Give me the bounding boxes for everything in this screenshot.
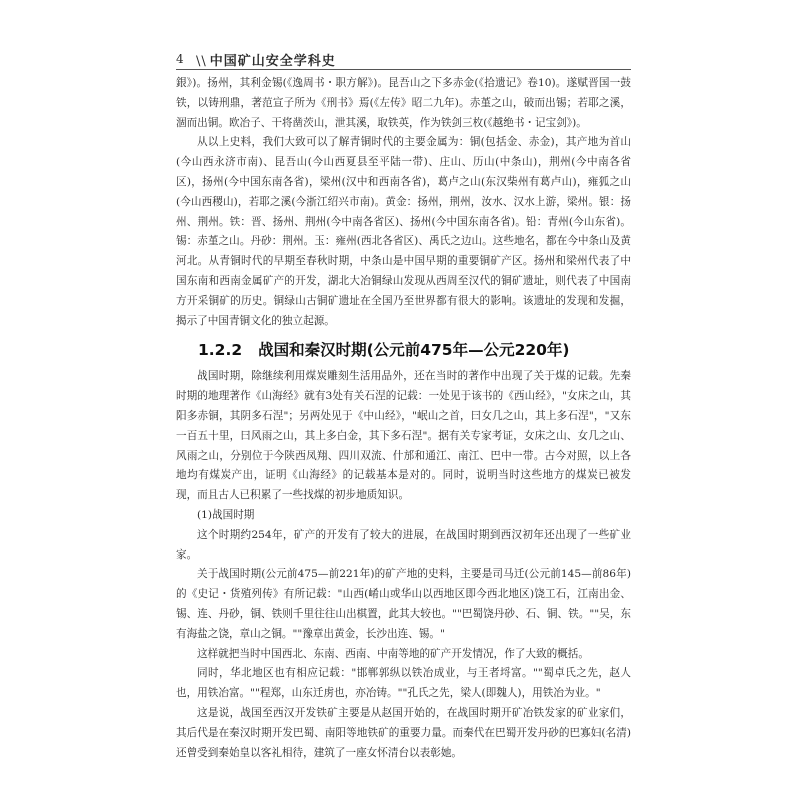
book-title: \\ 中国矿山安全学科史 — [196, 50, 336, 69]
body-paragraph: 这个时期约254年，矿产的开发有了较大的进展，在战国时期到西汉初年还出现了一些矿业家。 — [176, 528, 631, 561]
body-paragraph: 战国时期，除继续利用煤炭雕刻生活用品外，还在当时的著作中出现了关于煤的记载。先秦时期的地理著作《山海经》就有3处有关石涅的记载：一处见于该书的《西山经》，"女床之山，其阳多赤铜，其阴多石涅"；另两处见于《中山经》，"岷山之首，曰女几之山，其上多石涅"，"又东一百五十里，曰风雨之山，其上多白金，其下多石涅"。据有关专家考证，女床之山、女几之山、风雨之山，分别位于今陕西凤翔、四川双流、什邡和通江、南江、巴中一带。古今对照，以上各地均有煤炭产出，证明《山海经》的记载基本是对的。同时，说明当时这些地方的煤炭已被发现，而且古人已积累了一些找煤的初步地质知识。 — [176, 370, 631, 502]
section-heading — [176, 337, 631, 363]
subsection-heading: (1)战国时期 — [197, 508, 255, 521]
body-paragraph: 銀》)。扬州，其利金锡(《逸周书・职方解》)。昆吾山之下多赤金(《拾遗记》卷10)。遂赋晋国一鼓铁，以铸刑鼎，著范宣子所为《刑书》焉(《左传》昭二九年)。赤堇之山，破而出锡；若耶之溪，涸而出铜。欧冶子、干将凿茨山，泄其溪，取铁英，作为铁剑三枚(《越绝书・记宝剑》)。 — [176, 77, 631, 129]
body-paragraph: 这样就把当时中国西北、东南、西南、中南等地的矿产开发情况，作了大致的概括。 — [197, 647, 589, 660]
body-paragraph: 从以上史料，我们大致可以了解青铜时代的主要金属为：铜(包括金、赤金)，其产地为首山(今山西永济市南)、昆吾山(今山西夏县至平陆一带)、庄山、历山(中条山)，荆州(今中南各省区)，扬州(今中国东南各省)，梁州(汉中和西南各省)，葛卢之山(东汉柴州有葛卢山)，雍狐之山(今山西稷山)，若耶之溪(今浙江绍兴市南)。黄金：扬州，荆州，汝水、汉水上游，梁州。银：扬州、荆州。铁：晋、扬州、荆州(今中南各省区)、扬州(今中国东南各省)。铅：青州(今山东省)。锡：赤堇之山。丹砂：荆州。玉：雍州(西北各省区)、禹氏之边山。这些地名，都在今中条山及黄河北。从青铜时代的早期至春秋时期，中条山是中国早期的重要铜矿产区。扬州和梁州代表了中国东南和西南金属矿产的开发，湖北大冶铜绿山发现从西周至汉代的铜矿遗址，则代表了中国南方开采铜矿的历史。铜绿山古铜矿遗址在全国乃至世界都有很大的影响。该遗址的发现和发掘，揭示了中国青铜文化的独立起源。 — [176, 136, 631, 327]
header-rule — [176, 69, 631, 70]
section-number: 1.2.2 — [198, 341, 243, 360]
page-header — [176, 48, 631, 70]
body-paragraph: 同时，华北地区也有相应记载："邯郸郭纵以铁冶成业，与王者埒富。""蜀卓氏之先，赵人也，用铁冶富。""程郑，山东迁虏也，亦冶铸。""孔氏之先，梁人(即魏人)，用铁冶为业。" — [176, 667, 631, 700]
page-body — [176, 74, 631, 763]
body-paragraph: 这是说，战国至西汉开发铁矿主要是从赵国开始的，在战国时期开矿冶铁发家的矿业家们，其后代是在秦汉时期开发巴蜀、南阳等地铁矿的重要力量。而秦代在巴蜀开发丹砂的巴寡妇(名清)还曾受到秦始皇以客礼相待，建筑了一座女怀清台以表彰她。 — [176, 706, 631, 759]
page-number: 4 — [176, 52, 184, 66]
body-paragraph: 关于战国时期(公元前475—前221年)的矿产地的史料，主要是司马迁(公元前145—前86年)的《史记・货殖列传》有所记载："山西(崤山或华山以西地区即今西北地区)饶工石，江南出金、锡、连、丹砂，铜、铁则千里往往山出棋置，此其大较也。""巴蜀饶丹砂、石、铜、铁。""吴，东有海盐之饶，章山之铜。""豫章出黄金，长沙出连、锡。" — [176, 568, 631, 640]
section-title: 战国和秦汉时期(公元前475年—公元220年) — [258, 341, 570, 360]
